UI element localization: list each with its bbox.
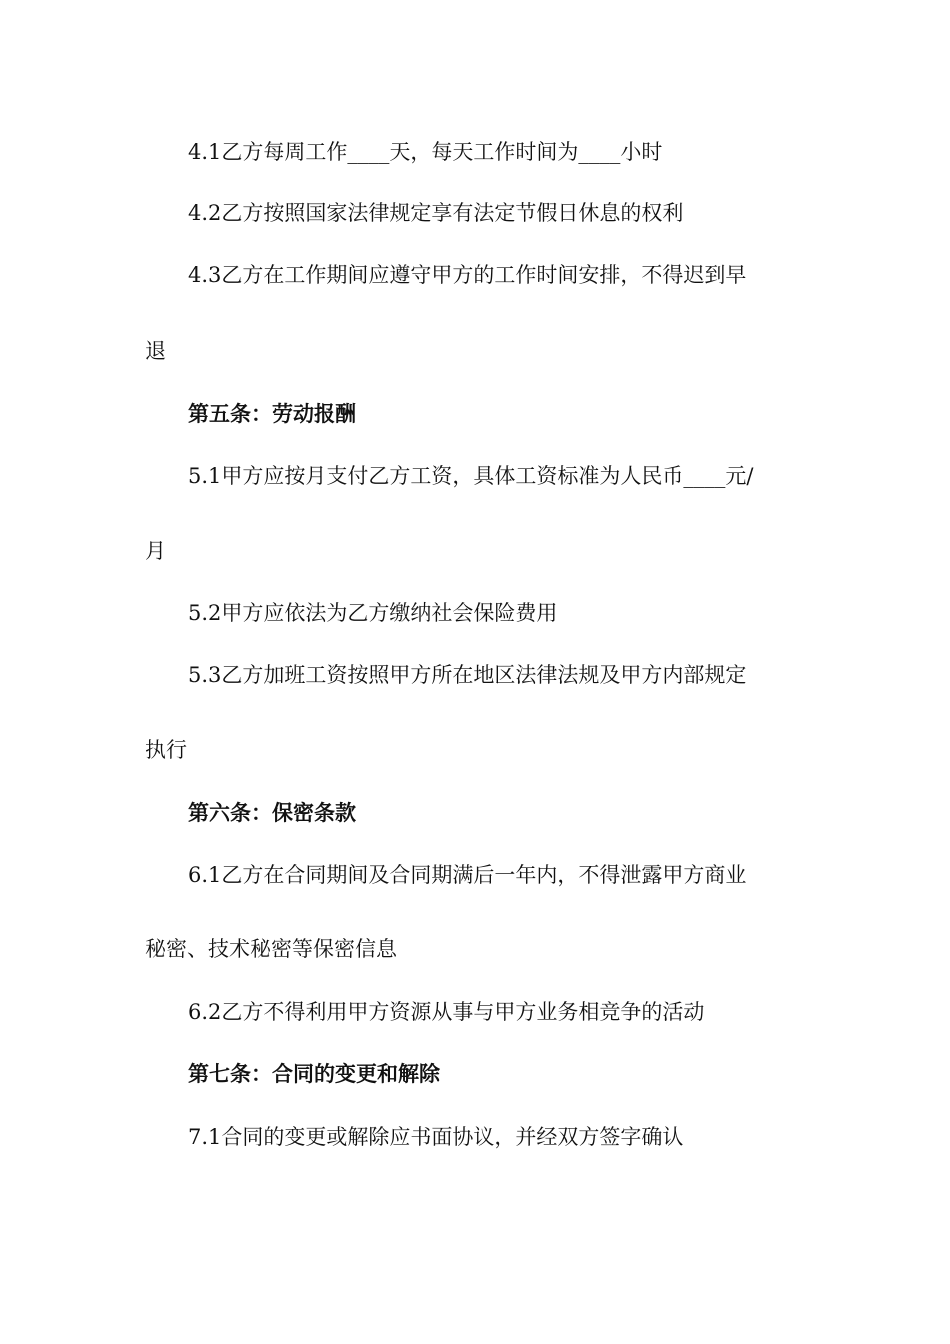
- clause-6-1-continued: 秘密、技术秘密等保密信息: [145, 937, 397, 961]
- clause-5-1: 5.1甲方应按月支付乙方工资，具体工资标准为人民币____元/: [188, 464, 754, 488]
- clause-4-2: 4.2乙方按照国家法律规定享有法定节假日休息的权利: [188, 201, 684, 225]
- clause-5-2: 5.2甲方应依法为乙方缴纳社会保险费用: [188, 601, 558, 625]
- clause-4-3-continued: 退: [145, 339, 166, 363]
- section-6-heading: 第六条：保密条款: [188, 800, 356, 825]
- section-5-heading: 第五条：劳动报酬: [188, 401, 356, 426]
- clause-4-1: 4.1乙方每周工作____天，每天工作时间为____小时: [188, 140, 663, 164]
- clause-5-3: 5.3乙方加班工资按照甲方所在地区法律法规及甲方内部规定: [188, 663, 747, 687]
- clause-5-1-continued: 月: [145, 539, 166, 563]
- clause-7-1: 7.1合同的变更或解除应书面协议，并经双方签字确认: [188, 1125, 684, 1149]
- clause-6-2: 6.2乙方不得利用甲方资源从事与甲方业务相竞争的活动: [188, 1000, 705, 1024]
- section-7-heading: 第七条：合同的变更和解除: [188, 1061, 440, 1086]
- clause-5-3-continued: 执行: [145, 738, 187, 762]
- clause-4-3: 4.3乙方在工作期间应遵守甲方的工作时间安排，不得迟到早: [188, 263, 747, 287]
- clause-6-1: 6.1乙方在合同期间及合同期满后一年内，不得泄露甲方商业: [188, 863, 747, 887]
